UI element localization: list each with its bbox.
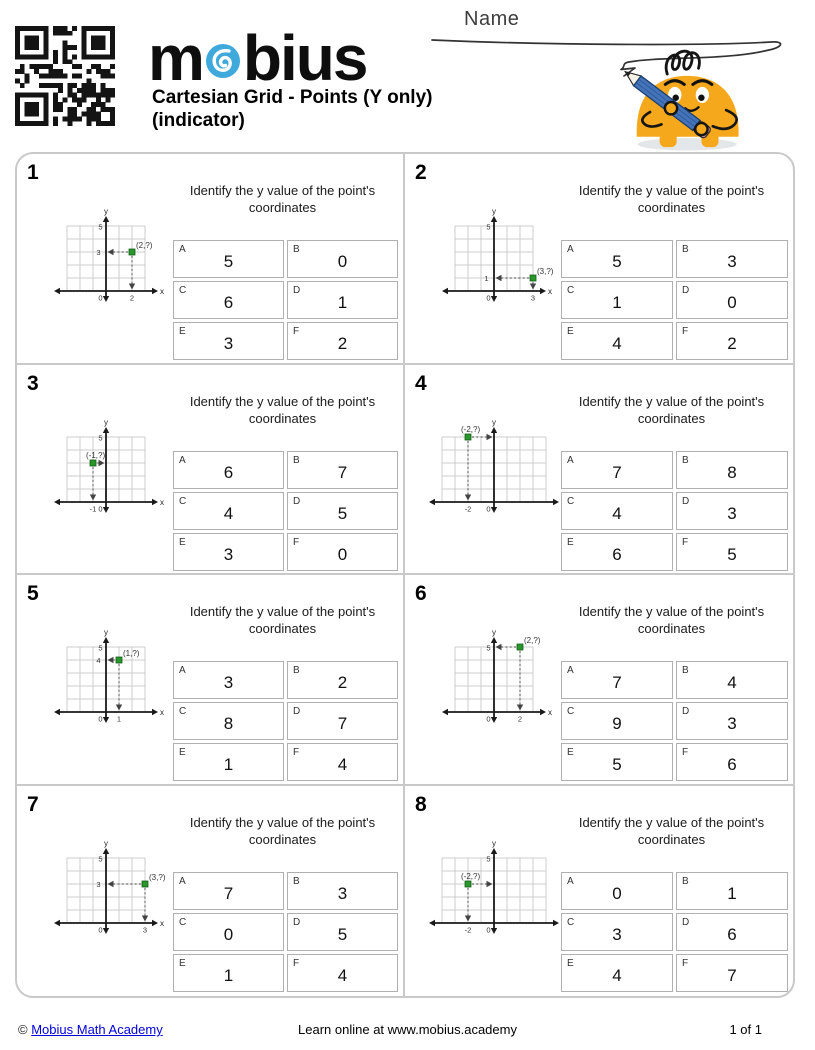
choice-letter: A	[567, 454, 574, 466]
choice-cell	[561, 702, 673, 740]
choice-letter: D	[293, 285, 301, 296]
cartesian-graph	[31, 415, 181, 521]
problem-number: 1	[27, 161, 39, 184]
choice-value: 6	[612, 544, 622, 564]
choice-letter: B	[682, 454, 689, 466]
choice-value: 2	[727, 334, 737, 353]
problem-number: 5	[27, 582, 39, 605]
choice-value: 0	[337, 544, 348, 564]
choice-letter: B	[293, 244, 300, 255]
choice-cell	[287, 661, 398, 699]
svg-text:5: 5	[98, 433, 103, 442]
choice-cell	[561, 451, 673, 489]
mobius-logo	[148, 22, 367, 94]
choice-letter: A	[179, 454, 186, 466]
choice-value: 4	[727, 673, 737, 692]
choice-value: 5	[612, 755, 622, 774]
choice-value: 4	[612, 503, 622, 523]
question-text	[167, 603, 398, 637]
choice-letter: A	[179, 665, 186, 676]
choice-value: 7	[612, 462, 622, 482]
question-line-2: coordinates	[248, 831, 317, 847]
choice-letter: A	[179, 875, 186, 887]
footer-center-text: Learn online at www.mobius.academy	[298, 1022, 517, 1037]
svg-text:y: y	[492, 417, 496, 427]
svg-text:5: 5	[486, 854, 491, 863]
svg-text:x: x	[548, 708, 552, 717]
choice-letter: C	[179, 706, 187, 717]
choice-value: 1	[223, 755, 234, 774]
choice-value: 3	[727, 252, 737, 271]
choice-cell	[676, 281, 788, 319]
svg-text:x: x	[160, 918, 164, 928]
choice-cell	[676, 533, 788, 571]
copyright	[18, 1022, 163, 1037]
choice-value: 6	[223, 462, 234, 482]
choice-value: 8	[223, 714, 234, 733]
choice-value: 2	[337, 673, 348, 692]
mascot-body	[621, 51, 738, 150]
cartesian-graph	[419, 836, 569, 942]
choice-cell	[561, 913, 673, 951]
graph-slot	[419, 625, 569, 731]
svg-text:0: 0	[98, 504, 103, 513]
svg-text:0: 0	[486, 925, 491, 934]
svg-text:0: 0	[486, 504, 491, 513]
choice-value: 3	[337, 883, 348, 903]
problem-number: 4	[415, 371, 427, 395]
choice-value: 1	[337, 293, 348, 312]
choice-cell	[561, 954, 673, 992]
question-line-2: coordinates	[637, 410, 706, 426]
point-label: (-2,?)	[461, 871, 481, 881]
svg-text:0: 0	[98, 714, 103, 724]
svg-text:y: y	[492, 207, 496, 216]
svg-text:0: 0	[486, 293, 491, 303]
choice-value: 0	[612, 883, 622, 903]
choice-cell	[287, 913, 398, 951]
choice-letter: C	[567, 495, 575, 507]
question-line-1: Identify the y value of the point's	[578, 814, 765, 830]
choice-letter: E	[179, 957, 186, 969]
problem-card	[405, 575, 793, 786]
graph-slot	[419, 415, 569, 521]
question-line-1: Identify the y value of the point's	[578, 183, 765, 198]
problem-card	[405, 365, 793, 576]
choice-value: 3	[223, 544, 234, 564]
choice-cell	[173, 913, 284, 951]
svg-text:y: y	[492, 628, 496, 637]
header	[0, 0, 815, 152]
choice-cell	[676, 492, 788, 530]
choice-letter: F	[293, 957, 300, 969]
point-label: (1,?)	[123, 649, 140, 658]
svg-text:-2: -2	[464, 925, 472, 934]
choice-value: 6	[223, 293, 234, 312]
choice-cell	[173, 322, 284, 360]
choice-cell	[287, 492, 398, 530]
choice-cell	[173, 661, 284, 699]
choice-letter: B	[682, 665, 689, 676]
choice-value: 1	[223, 965, 234, 985]
choice-letter: E	[567, 747, 574, 758]
answer-choices	[173, 240, 398, 360]
answer-choices	[173, 872, 398, 992]
logo-o-icon	[204, 42, 242, 80]
svg-text:x: x	[160, 287, 164, 296]
svg-text:-2: -2	[464, 504, 472, 513]
choice-letter: C	[567, 285, 575, 296]
problem-number: 8	[415, 792, 427, 816]
choice-letter: E	[179, 536, 186, 548]
question-line-2: coordinates	[637, 831, 706, 847]
choice-cell	[676, 661, 788, 699]
svg-text:5: 5	[98, 854, 103, 863]
question-text	[555, 393, 788, 427]
choice-value: 4	[223, 503, 234, 523]
choice-value: 0	[223, 924, 234, 944]
svg-text:2: 2	[129, 293, 135, 303]
choice-value: 7	[223, 883, 234, 903]
choice-cell	[173, 702, 284, 740]
question-line-2: coordinates	[248, 410, 317, 426]
svg-text:y: y	[104, 838, 108, 848]
answer-choices	[561, 872, 788, 992]
problem-number: 2	[415, 161, 427, 184]
choice-value: 3	[727, 714, 737, 733]
choice-cell	[173, 533, 284, 571]
choice-value: 9	[612, 714, 622, 733]
point-label: (2,?)	[136, 241, 153, 250]
question-line-1: Identify the y value of the point's	[189, 183, 376, 198]
choice-cell	[676, 954, 788, 992]
svg-text:0: 0	[486, 714, 491, 724]
choice-cell	[676, 451, 788, 489]
choice-cell	[287, 240, 398, 278]
svg-text:y: y	[104, 207, 108, 216]
choice-value: 4	[337, 965, 348, 985]
choice-cell	[676, 322, 788, 360]
choice-value: 1	[612, 293, 622, 312]
svg-text:1: 1	[484, 274, 489, 283]
answer-choices	[173, 661, 398, 781]
choice-value: 4	[612, 334, 622, 353]
question-line-2: coordinates	[248, 621, 317, 636]
choice-letter: E	[567, 957, 574, 969]
problem-card	[17, 786, 405, 997]
question-text	[167, 814, 398, 848]
problems-grid	[15, 152, 795, 998]
choice-cell	[561, 492, 673, 530]
title-line-2: (indicator)	[152, 110, 245, 131]
choice-letter: F	[682, 957, 689, 969]
choice-cell	[676, 240, 788, 278]
choice-value: 7	[612, 673, 622, 692]
question-line-1: Identify the y value of the point's	[578, 604, 765, 619]
svg-text:2: 2	[517, 714, 523, 724]
svg-text:5: 5	[98, 643, 103, 653]
choice-value: 6	[727, 755, 737, 774]
choice-letter: B	[293, 454, 300, 466]
choice-cell	[561, 281, 673, 319]
choice-cell	[173, 451, 284, 489]
choice-value: 6	[727, 924, 737, 944]
question-text	[555, 814, 788, 848]
choice-letter: F	[682, 536, 689, 548]
problem-card	[405, 154, 793, 365]
choice-letter: E	[567, 326, 574, 337]
choice-cell	[561, 743, 673, 781]
choice-cell	[287, 281, 398, 319]
choice-letter: B	[293, 665, 300, 676]
problem-number: 3	[27, 371, 39, 395]
choice-letter: F	[682, 326, 689, 337]
choice-letter: D	[682, 285, 690, 296]
svg-text:0: 0	[98, 925, 103, 934]
question-line-2: coordinates	[637, 621, 706, 636]
choice-letter: D	[682, 495, 690, 507]
logo-text-m: m	[148, 22, 203, 94]
choice-cell	[676, 702, 788, 740]
choice-cell	[287, 872, 398, 910]
choice-letter: E	[567, 536, 574, 548]
svg-text:3: 3	[96, 248, 101, 257]
choice-letter: D	[293, 495, 301, 507]
question-text	[555, 603, 788, 637]
problem-card	[17, 365, 405, 576]
question-line-2: coordinates	[637, 200, 706, 215]
qr-code	[15, 26, 115, 126]
choice-cell	[287, 322, 398, 360]
choice-letter: C	[179, 285, 187, 296]
svg-text:3: 3	[530, 293, 536, 303]
logo-text-bius: bius	[242, 22, 367, 94]
svg-text:y: y	[104, 628, 108, 637]
point-label: (2,?)	[524, 636, 541, 645]
choice-cell	[561, 661, 673, 699]
svg-text:3: 3	[142, 925, 148, 934]
choice-cell	[561, 872, 673, 910]
svg-text:5: 5	[486, 222, 491, 232]
choice-cell	[676, 743, 788, 781]
answer-choices	[561, 240, 788, 360]
question-line-2: coordinates	[248, 200, 317, 215]
graph-slot	[31, 836, 181, 942]
choice-value: 5	[337, 924, 348, 944]
name-label: Name	[464, 8, 520, 30]
question-line-1: Identify the y value of the point's	[189, 604, 376, 619]
graph-slot	[419, 836, 569, 942]
svg-text:-1: -1	[89, 504, 97, 513]
choice-cell	[561, 322, 673, 360]
choice-value: 0	[337, 252, 348, 271]
copyright-symbol: ©	[18, 1022, 28, 1037]
svg-text:3: 3	[96, 879, 101, 889]
question-text	[167, 393, 398, 427]
question-text	[555, 182, 788, 216]
point-label: (-2,?)	[461, 424, 481, 434]
choice-cell	[173, 743, 284, 781]
choice-value: 1	[727, 883, 737, 903]
choice-letter: C	[567, 706, 575, 717]
footer	[15, 1022, 800, 1042]
question-line-1: Identify the y value of the point's	[578, 393, 765, 409]
choice-value: 3	[223, 673, 234, 692]
choice-cell	[173, 954, 284, 992]
choice-value: 5	[612, 252, 622, 271]
choice-letter: D	[293, 916, 301, 928]
choice-value: 5	[223, 252, 234, 271]
cartesian-graph	[419, 415, 569, 521]
choice-value: 7	[337, 462, 348, 482]
point-label: (3,?)	[537, 267, 554, 276]
page-number: 1 of 1	[729, 1022, 762, 1037]
choice-value: 4	[337, 755, 348, 774]
choice-cell	[287, 533, 398, 571]
choice-letter: C	[179, 916, 187, 928]
svg-text:x: x	[160, 497, 164, 507]
choice-letter: A	[567, 244, 574, 255]
choice-value: 0	[727, 293, 737, 312]
svg-text:y: y	[492, 838, 496, 848]
title-line-1: Cartesian Grid - Points (Y only)	[152, 87, 433, 108]
mobius-math-academy-link[interactable]: Mobius Math Academy	[31, 1022, 163, 1037]
choice-letter: D	[682, 706, 690, 717]
hair-scribble-icon	[666, 51, 699, 74]
question-line-1: Identify the y value of the point's	[189, 814, 376, 830]
choice-value: 8	[727, 462, 737, 482]
graph-slot	[31, 204, 181, 310]
choice-value: 3	[223, 334, 234, 353]
choice-letter: A	[567, 665, 574, 676]
answer-choices	[561, 451, 788, 571]
svg-text:5: 5	[486, 643, 491, 653]
choice-cell	[287, 451, 398, 489]
choice-cell	[173, 281, 284, 319]
choice-letter: B	[682, 244, 689, 255]
choice-value: 7	[337, 714, 348, 733]
problem-number: 7	[27, 792, 39, 816]
point-label: (-1,?)	[86, 450, 106, 460]
choice-letter: B	[682, 875, 689, 887]
choice-letter: F	[682, 747, 689, 758]
choice-cell	[173, 240, 284, 278]
worksheet-title	[152, 86, 432, 132]
choice-value: 3	[612, 924, 622, 944]
choice-letter: D	[682, 916, 690, 928]
answer-choices	[561, 661, 788, 781]
choice-letter: A	[179, 244, 186, 255]
choice-cell	[561, 240, 673, 278]
choice-value: 5	[727, 544, 737, 564]
answer-choices	[173, 451, 398, 571]
svg-text:5: 5	[98, 222, 103, 232]
choice-letter: C	[567, 916, 575, 928]
point-label: (3,?)	[149, 872, 166, 882]
choice-cell	[287, 702, 398, 740]
choice-letter: A	[567, 875, 574, 887]
choice-letter: E	[179, 747, 186, 758]
graph-slot	[31, 625, 181, 731]
choice-value: 5	[337, 503, 348, 523]
cartesian-graph	[31, 836, 181, 942]
choice-letter: E	[179, 326, 186, 337]
svg-text:4: 4	[96, 656, 101, 665]
choice-cell	[676, 872, 788, 910]
choice-value: 7	[727, 965, 737, 985]
choice-letter: F	[293, 536, 300, 548]
svg-text:0: 0	[98, 293, 103, 303]
choice-letter: F	[293, 747, 300, 758]
choice-value: 2	[337, 334, 348, 353]
problem-card	[17, 154, 405, 365]
graph-slot	[31, 415, 181, 521]
problem-number: 6	[415, 582, 427, 605]
choice-letter: B	[293, 875, 300, 887]
choice-letter: D	[293, 706, 301, 717]
name-line	[432, 40, 781, 76]
svg-text:y: y	[104, 417, 108, 427]
choice-cell	[676, 913, 788, 951]
choice-value: 3	[727, 503, 737, 523]
svg-text:x: x	[160, 708, 164, 717]
mascot-illustration	[425, 0, 815, 158]
choice-letter: C	[179, 495, 187, 507]
question-line-1: Identify the y value of the point's	[189, 393, 376, 409]
graph-slot	[419, 204, 569, 310]
choice-value: 4	[612, 965, 622, 985]
choice-cell	[561, 533, 673, 571]
choice-letter: F	[293, 326, 300, 337]
choice-cell	[173, 492, 284, 530]
svg-text:x: x	[548, 287, 552, 296]
problem-card	[17, 575, 405, 786]
choice-cell	[287, 743, 398, 781]
cartesian-graph	[419, 204, 569, 310]
cartesian-graph	[31, 204, 181, 310]
cartesian-graph	[31, 625, 181, 731]
cartesian-graph	[419, 625, 569, 731]
choice-cell	[173, 872, 284, 910]
problem-card	[405, 786, 793, 997]
question-text	[167, 182, 398, 216]
svg-text:1: 1	[116, 714, 122, 724]
choice-cell	[287, 954, 398, 992]
